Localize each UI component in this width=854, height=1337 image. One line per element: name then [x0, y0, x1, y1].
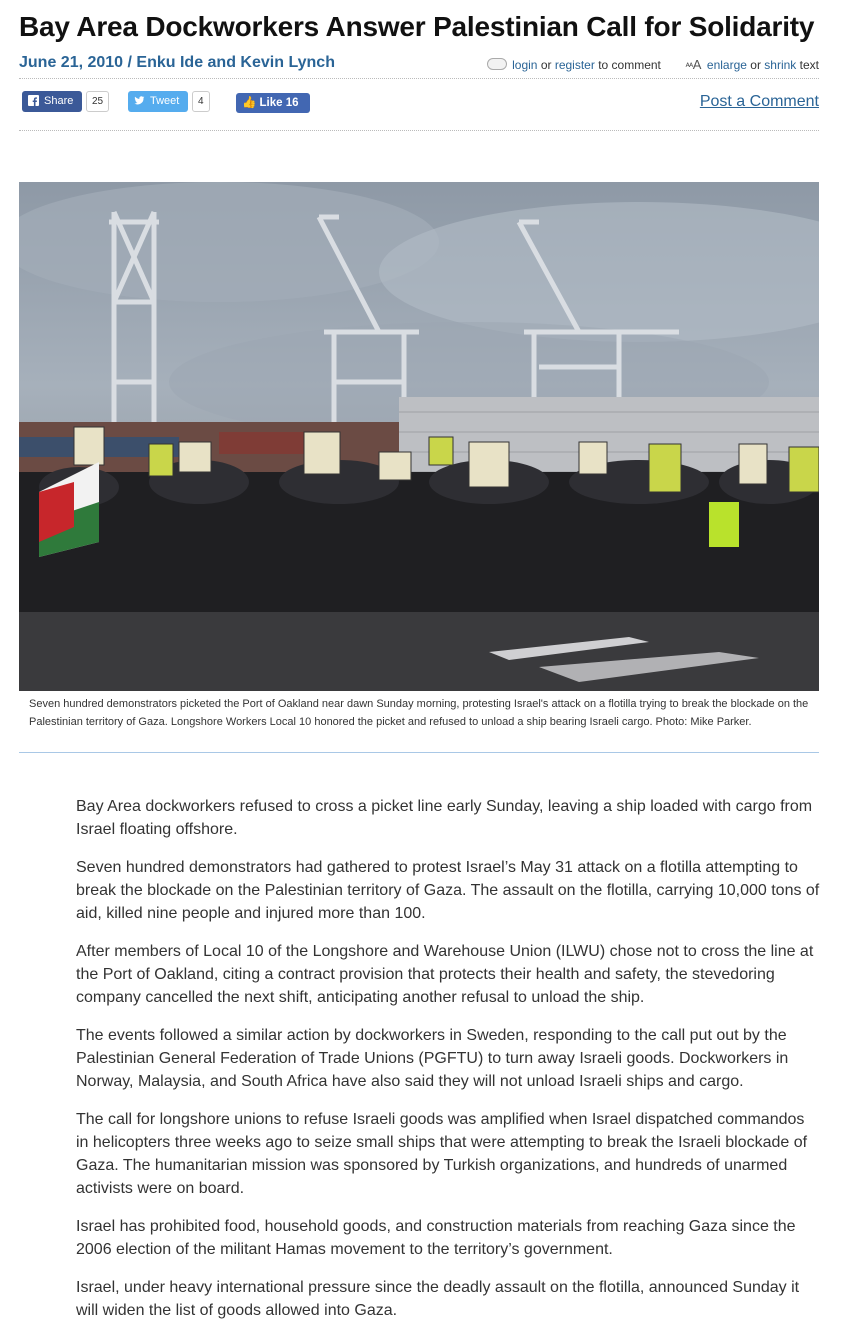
article-meta-bar: [19, 48, 819, 79]
facebook-like-button[interactable]: [236, 93, 310, 113]
facebook-icon: [28, 95, 39, 106]
article-title: Bay Area Dockworkers Answer Palestinian Call for Solidarity: [19, 11, 815, 42]
to-comment-text: to comment: [598, 58, 661, 72]
like-label: Like 16: [259, 97, 299, 109]
login-link[interactable]: login: [512, 58, 538, 72]
twitter-bird-icon: [134, 95, 145, 106]
article-body: [76, 795, 821, 1337]
share-label: Share: [44, 95, 74, 107]
article-paragraph: Israel, under heavy international pressure since the deadly assault on the flotilla, announced Sunday it will widen the list of goods allowed into Gaza.: [76, 1279, 800, 1319]
article-paragraph: Israel has prohibited food, household goods, and construction materials from reaching Gaza since the 2006 election of the militant Hamas movement to the territory’s government.: [76, 1218, 796, 1258]
article-paragraph: Seven hundred demonstrators had gathered to protest Israel’s May 31 attack on a flotilla attempting to break the blockade on the Palestinian territory of Gaza. The assault on the flotilla, carrying 10,000 tons of aid, killed nine people and injured more than 100.: [76, 859, 820, 922]
facebook-share-button[interactable]: [22, 91, 82, 112]
tweet-button[interactable]: [128, 91, 188, 112]
speech-bubble-icon: [487, 58, 507, 70]
article-paragraph: The call for longshore unions to refuse Israeli goods was amplified when Israel dispatched commandos in helicopters three weeks ago to seize small ships that were attempting to break the Israeli blockade of Gaza. The humanitarian mission was sponsored by Turkish organizations, and hundreds of unarmed activists were on board.: [76, 1111, 808, 1197]
enlarge-link[interactable]: enlarge: [706, 58, 747, 72]
register-link[interactable]: register: [554, 58, 595, 72]
tweet-label: Tweet: [150, 95, 180, 107]
shrink-link[interactable]: shrink: [764, 58, 797, 72]
article-photo: [19, 182, 819, 691]
text-size-icon: ᴬᴬA: [685, 57, 701, 72]
thumbs-up-icon: 👍: [242, 97, 257, 109]
share-count: 25: [86, 91, 109, 112]
tweet-count: 4: [192, 91, 210, 112]
article-paragraph: Bay Area dockworkers refused to cross a picket line early Sunday, leaving a ship loaded with cargo from Israel floating offshore.: [76, 798, 813, 838]
social-share-bar: [19, 79, 819, 131]
article-container: [19, 0, 819, 728]
byline: June 21, 2010 / Enku Ide and Kevin Lynch: [19, 54, 335, 71]
article-tools: [487, 57, 819, 72]
text-label: text: [799, 58, 819, 72]
or-text: or: [540, 58, 552, 72]
or-text-2: or: [750, 58, 761, 72]
article-paragraph: The events followed a similar action by dockworkers in Sweden, responding to the call put out by the Palestinian General Federation of Trade Unions (PGFTU) to turn away Israeli goods. Dockworkers in Norway, Malaysia, and South Africa have also said they will not unload Israeli ships and cargo.: [76, 1027, 789, 1090]
photo-caption: Seven hundred demonstrators picketed the Port of Oakland near dawn Sunday morning, protesting Israel's attack on a flotilla trying to break the blockade on the Palestinian territory of Gaza. Longshore Workers Local 10 honored the picket and refused to unload a ship bearing Israeli cargo. Photo: Mike Parker.: [19, 694, 819, 753]
article-paragraph: After members of Local 10 of the Longshore and Warehouse Union (ILWU) chose not to cross the line at the Port of Oakland, citing a contract provision that protects their health and safety, the stevedoring company cancelled the next shift, anticipating another refusal to unload the ship.: [76, 943, 814, 1006]
post-comment-link[interactable]: Post a Comment: [699, 93, 819, 110]
protest-photo-illustration: [19, 182, 819, 691]
